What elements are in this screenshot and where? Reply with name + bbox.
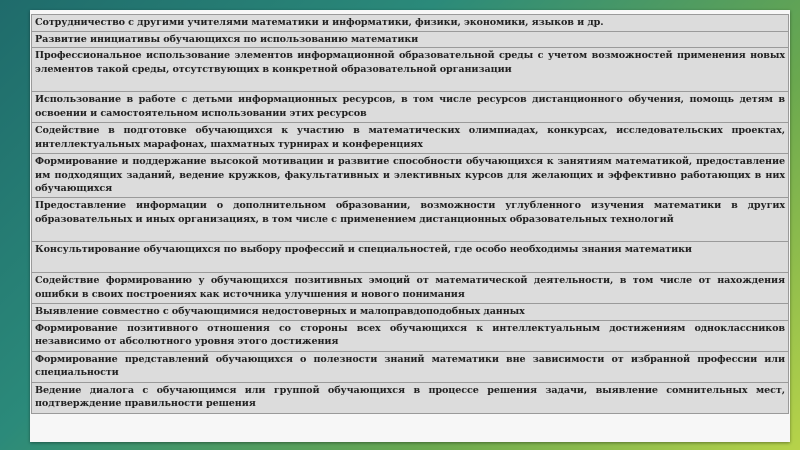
table-row <box>32 198 789 242</box>
table-row <box>32 123 789 154</box>
table-row <box>32 48 789 92</box>
table-cell: Формирование позитивного отношения со стороны всех обучающихся к интеллектуальным достижениям одноклассников независимо от абсолютного уровня этого достижения <box>32 320 789 351</box>
table-row <box>32 242 789 273</box>
activities-table <box>31 14 789 414</box>
table-row <box>32 92 789 123</box>
table-row <box>32 382 789 413</box>
table-cell: Использование в работе с детьми информационных ресурсов, в том числе ресурсов дистанционного обучения, помощь детям в освоении и самостоятельном использовании этих ресурсов <box>32 92 789 123</box>
table-cell: Профессиональное использование элементов информационной образовательной среды с учетом возможностей применения новых элементов такой среды, отсутствующих в конкретной образовательной организации <box>32 48 789 92</box>
table-cell: Содействие формированию у обучающихся позитивных эмоций от математической деятельности, в том числе от нахождения ошибки в своих построениях как источника улучшения и нового понимания <box>32 273 789 304</box>
table-row <box>32 154 789 198</box>
slide-sheet <box>30 10 790 442</box>
table-row <box>32 351 789 382</box>
table-cell: Консультирование обучающихся по выбору профессий и специальностей, где особо необходимы знания математики <box>32 242 789 273</box>
table-cell: Предоставление информации о дополнительном образовании, возможности углубленного изучения математики в других образовательных и иных организациях, в том числе с применением дистанционных образовательных технологий <box>32 198 789 242</box>
table-cell: Содействие в подготовке обучающихся к участию в математических олимпиадах, конкурсах, исследовательских проектах, интеллектуальных марафонах, шахматных турнирах и конференциях <box>32 123 789 154</box>
table-row <box>32 273 789 304</box>
table-row <box>32 304 789 321</box>
table-cell: Ведение диалога с обучающимся или группой обучающихся в процессе решения задачи, выявление сомнительных мест, подтверждение правильности решения <box>32 382 789 413</box>
table-cell: Формирование и поддержание высокой мотивации и развитие способности обучающихся к занятиям математикой, предоставление им подходящих заданий, ведение кружков, факультативных и элективных курсов для желающих и эффективно работающих в них обучающихся <box>32 154 789 198</box>
table-cell: Сотрудничество с другими учителями математики и информатики, физики, экономики, языков и др. <box>32 15 789 32</box>
table-row <box>32 320 789 351</box>
table-cell: Формирование представлений обучающихся о полезности знаний математики вне зависимости от избранной профессии или специальности <box>32 351 789 382</box>
table-row <box>32 15 789 32</box>
table-cell: Развитие инициативы обучающихся по использованию математики <box>32 31 789 48</box>
table-row <box>32 31 789 48</box>
table-cell: Выявление совместно с обучающимися недостоверных и малоправдоподобных данных <box>32 304 789 321</box>
